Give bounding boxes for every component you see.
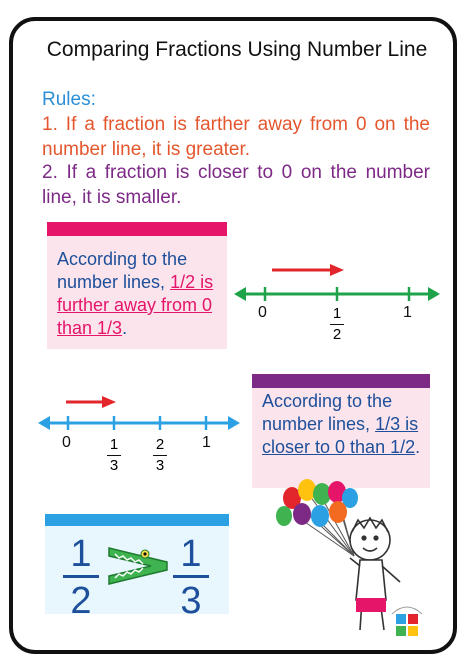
card-1-highlight: 1/2 is further away from 0 than 1/3 bbox=[57, 272, 214, 338]
number-line-thirds bbox=[36, 392, 242, 436]
card-header-bar bbox=[47, 222, 227, 236]
card-1-text bbox=[57, 248, 219, 340]
nl2-label-one-third bbox=[107, 436, 121, 475]
card-2-text bbox=[262, 390, 422, 459]
card-2-suffix: . bbox=[415, 437, 421, 457]
card-2-prefix: According to the number lines, bbox=[262, 391, 393, 434]
comparison-left-fraction bbox=[63, 534, 99, 621]
crocodile-greater-than-icon bbox=[105, 544, 171, 588]
frac-denominator: 3 bbox=[180, 580, 202, 622]
axis-right-arrow bbox=[428, 287, 440, 301]
nl2-label-one: 1 bbox=[202, 434, 211, 451]
comparison-box bbox=[45, 514, 229, 622]
frac-numerator: 1 bbox=[70, 533, 92, 575]
explanation-card-1 bbox=[47, 222, 227, 349]
frac-numerator: 1 bbox=[109, 436, 119, 453]
number-line-halves bbox=[232, 258, 444, 308]
frac-bar bbox=[153, 455, 167, 456]
card-1-suffix: . bbox=[122, 318, 128, 338]
frac-bar bbox=[107, 455, 121, 456]
frac-numerator: 1 bbox=[332, 305, 342, 322]
nl1-label-one: 1 bbox=[403, 304, 412, 321]
nl1-label-half bbox=[330, 305, 344, 344]
frac-numerator: 1 bbox=[180, 533, 202, 575]
comparison-header-bar bbox=[45, 514, 229, 526]
frac-denominator: 2 bbox=[70, 580, 92, 622]
nl1-label-zero: 0 bbox=[258, 304, 267, 321]
nl2-label-two-thirds bbox=[153, 436, 167, 475]
frac-denominator: 3 bbox=[155, 457, 165, 474]
rules-heading: Rules: bbox=[42, 89, 96, 110]
axis-right-arrow bbox=[228, 416, 240, 430]
frac-bar bbox=[63, 575, 99, 578]
frac-denominator: 3 bbox=[109, 457, 119, 474]
card-2-highlight: 1/3 is closer to 0 than 1/2 bbox=[262, 414, 419, 457]
frac-bar bbox=[173, 575, 209, 578]
youve-got-this-math-logo-icon bbox=[388, 600, 428, 640]
page-title: Comparing Fractions Using Number Line bbox=[46, 38, 428, 61]
card-1-prefix: According to the number lines, bbox=[57, 249, 188, 292]
frac-denominator: 2 bbox=[332, 326, 342, 343]
axis-left-arrow bbox=[234, 287, 246, 301]
frac-bar bbox=[330, 324, 344, 325]
rule-2: 2. If a fraction is closer to 0 on the number line, it is smaller. bbox=[42, 162, 430, 208]
nl2-label-zero: 0 bbox=[62, 434, 71, 451]
card-header-bar bbox=[252, 374, 430, 388]
comparison-right-fraction bbox=[173, 534, 209, 621]
frac-numerator: 2 bbox=[155, 436, 165, 453]
axis-left-arrow bbox=[38, 416, 50, 430]
direction-arrow-head bbox=[330, 264, 344, 276]
rule-1: 1. If a fraction is farther away from 0 on the number line, it is greater. bbox=[42, 114, 430, 160]
direction-arrow-head bbox=[102, 396, 116, 408]
